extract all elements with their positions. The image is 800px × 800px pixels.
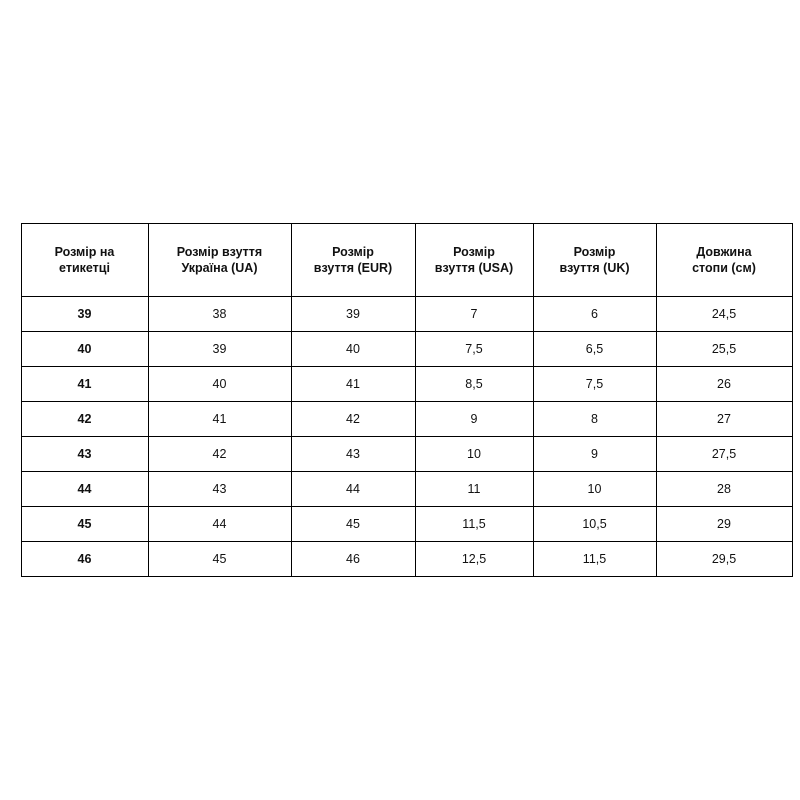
cell-foot-length: 26 [656,367,792,402]
header-line-1: Довжина [696,244,752,259]
cell-eur-size: 40 [291,332,415,367]
table-row [21,472,792,507]
header-line-1: Розмір [453,244,495,259]
cell-label-size: 44 [21,472,148,507]
cell-eur-size: 44 [291,472,415,507]
cell-uk-size: 11,5 [533,542,656,577]
cell-usa-size: 7,5 [415,332,533,367]
cell-ua-size: 45 [148,542,291,577]
cell-usa-size: 10 [415,437,533,472]
cell-usa-size: 11 [415,472,533,507]
cell-ua-size: 44 [148,507,291,542]
cell-label-size: 43 [21,437,148,472]
cell-ua-size: 39 [148,332,291,367]
header-line-2: Україна (UA) [181,261,258,275]
cell-label-size: 40 [21,332,148,367]
cell-eur-size: 41 [291,367,415,402]
table-row [21,367,792,402]
header-line-2: взуття (EUR) [313,261,393,275]
cell-foot-length: 28 [656,472,792,507]
cell-uk-size: 6 [533,297,656,332]
cell-usa-size: 7 [415,297,533,332]
cell-uk-size: 6,5 [533,332,656,367]
header-line-2: стопи (см) [692,261,756,275]
cell-label-size: 46 [21,542,148,577]
cell-eur-size: 45 [291,507,415,542]
cell-foot-length: 25,5 [656,332,792,367]
cell-uk-size: 10 [533,472,656,507]
cell-foot-length: 27 [656,402,792,437]
cell-uk-size: 8 [533,402,656,437]
header-row [21,224,792,297]
cell-eur-size: 42 [291,402,415,437]
cell-usa-size: 11,5 [415,507,533,542]
cell-ua-size: 38 [148,297,291,332]
column-header-label-size [21,224,148,297]
header-line-2: взуття (UK) [559,261,630,275]
cell-usa-size: 12,5 [415,542,533,577]
table-row [21,332,792,367]
cell-label-size: 45 [21,507,148,542]
cell-uk-size: 10,5 [533,507,656,542]
cell-eur-size: 46 [291,542,415,577]
cell-foot-length: 29 [656,507,792,542]
header-line-1: Розмір взуття [176,244,263,259]
header-line-2: етикетці [59,261,110,275]
cell-foot-length: 24,5 [656,297,792,332]
cell-uk-size: 7,5 [533,367,656,402]
cell-label-size: 41 [21,367,148,402]
cell-uk-size: 9 [533,437,656,472]
cell-ua-size: 41 [148,402,291,437]
header-line-2: взуття (USA) [434,261,514,275]
cell-label-size: 39 [21,297,148,332]
cell-label-size: 42 [21,402,148,437]
column-header-usa-size [415,224,533,297]
cell-usa-size: 9 [415,402,533,437]
header-line-1: Розмір [573,244,616,259]
table-row [21,402,792,437]
column-header-foot-length [656,224,792,297]
table-header [21,224,792,297]
table-row [21,297,792,332]
cell-ua-size: 40 [148,367,291,402]
header-line-1: Розмір на [54,244,115,259]
table-row [21,437,792,472]
table-row [21,542,792,577]
column-header-uk-size [533,224,656,297]
header-line-1: Розмір [332,244,374,259]
column-header-ua-size [148,224,291,297]
table-row [21,507,792,542]
cell-ua-size: 42 [148,437,291,472]
cell-eur-size: 39 [291,297,415,332]
cell-eur-size: 43 [291,437,415,472]
cell-usa-size: 8,5 [415,367,533,402]
cell-ua-size: 43 [148,472,291,507]
size-chart-wrapper [21,223,792,577]
cell-foot-length: 29,5 [656,542,792,577]
column-header-eur-size [291,224,415,297]
shoe-size-table [21,223,793,577]
table-body [21,297,792,577]
cell-foot-length: 27,5 [656,437,792,472]
